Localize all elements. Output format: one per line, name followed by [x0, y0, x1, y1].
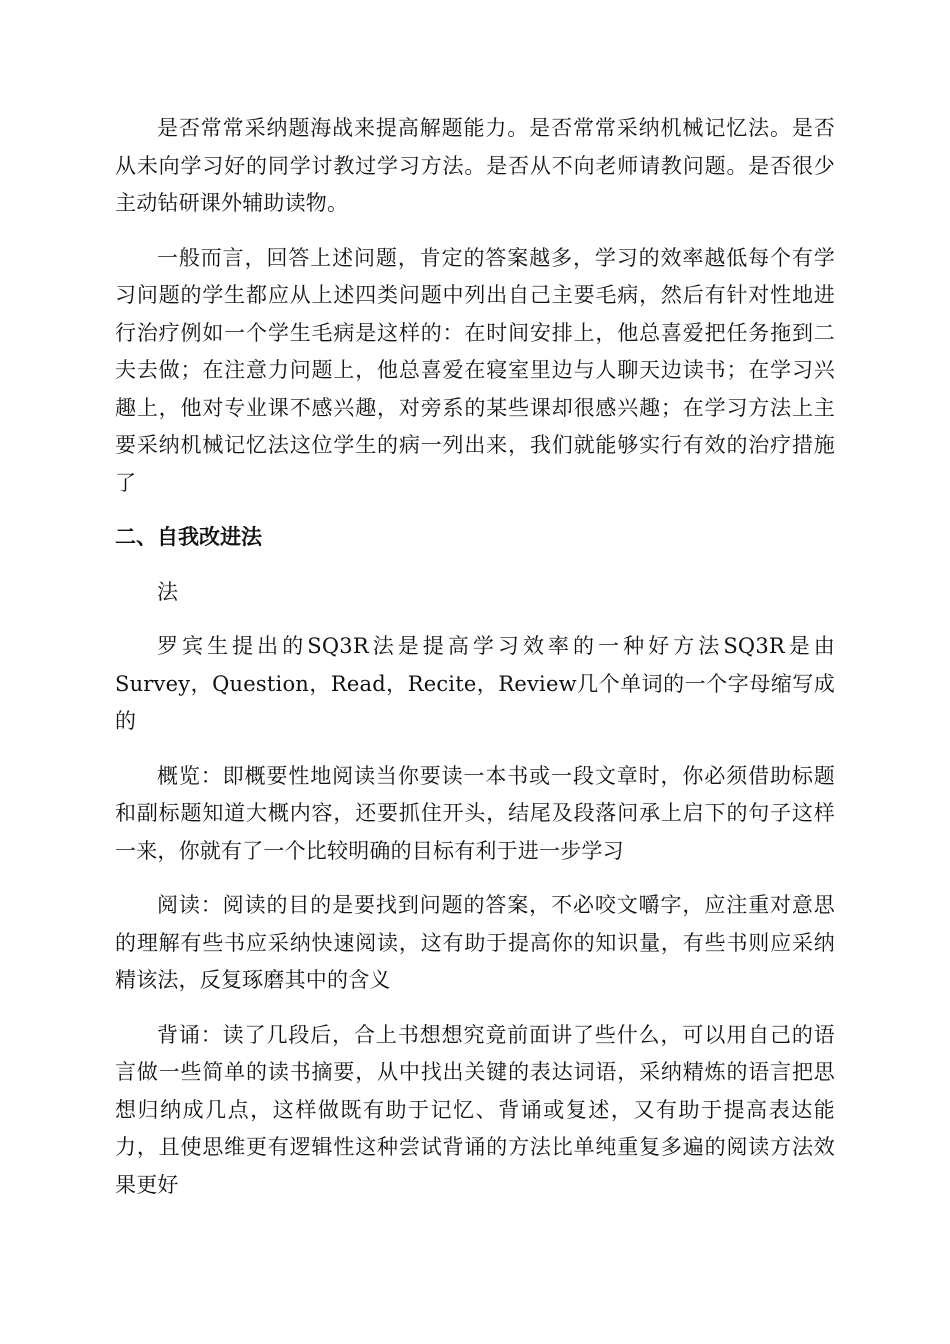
paragraph-read: 阅读：阅读的目的是要找到问题的答案，不必咬文嚼字，应注重对意思的理解有些书应采纳快速阅读，这有助于提高你的知识量，有些书则应采纳精该法，反复琢磨其中的含义 [115, 893, 835, 992]
paragraph-sq3r-intro: 罗宾生提出的SQ3R法是提高学习效率的一种好方法SQ3R是由Survey，Question，Read，Recite，Review几个单词的一个字母缩写成的 [115, 634, 835, 733]
sub-label: 法 [157, 579, 178, 604]
paragraph-survey: 概览：即概要性地阅读当你要读一本书或一段文章时，你必须借助标题和副标题知道大概内容，还要抓住开头，结尾及段落问承上启下的句子这样一来，你就有了一个比较明确的目标有利于进一步学习 [115, 763, 835, 863]
document-page [115, 110, 835, 1221]
paragraph-recite: 背诵：读了几段后，合上书想想究竟前面讲了些什么，可以用自己的语言做一些简单的读书摘要，从中找出关键的表达词语，采纳精炼的语言把思想归纳成几点，这样做既有助于记忆、背诵或复述，又有助于提高表达能力，且使思维更有逻辑性这种尝试背诵的方法比单纯重复多遍的阅读方法效果更好 [115, 1022, 835, 1197]
paragraph-diagnosis-example: 一般而言，回答上述问题，肯定的答案越多，学习的效率越低每个有学习问题的学生都应从上述四类问题中列出自己主要毛病，然后有针对性地进行治疗例如一个学生毛病是这样的：在时间安排上，他总喜爱把任务拖到二夫去做；在注意力问题上，他总喜爱在寝室里边与人聊天边读书；在学习兴趣上，他对专业课不感兴趣，对旁系的某些课却很感兴趣；在学习方法上主要采纳机械记忆法这位学生的病一列出来，我们就能够实行有效的治疗措施了 [115, 245, 835, 495]
paragraph-self-check-questions: 是否常常采纳题海战来提高解题能力。是否常常采纳机械记忆法。是否从未向学习好的同学讨教过学习方法。是否从不向老师请教问题。是否很少主动钻研课外辅助读物。 [115, 116, 835, 215]
section-heading: 二、自我改进法 [115, 525, 262, 549]
